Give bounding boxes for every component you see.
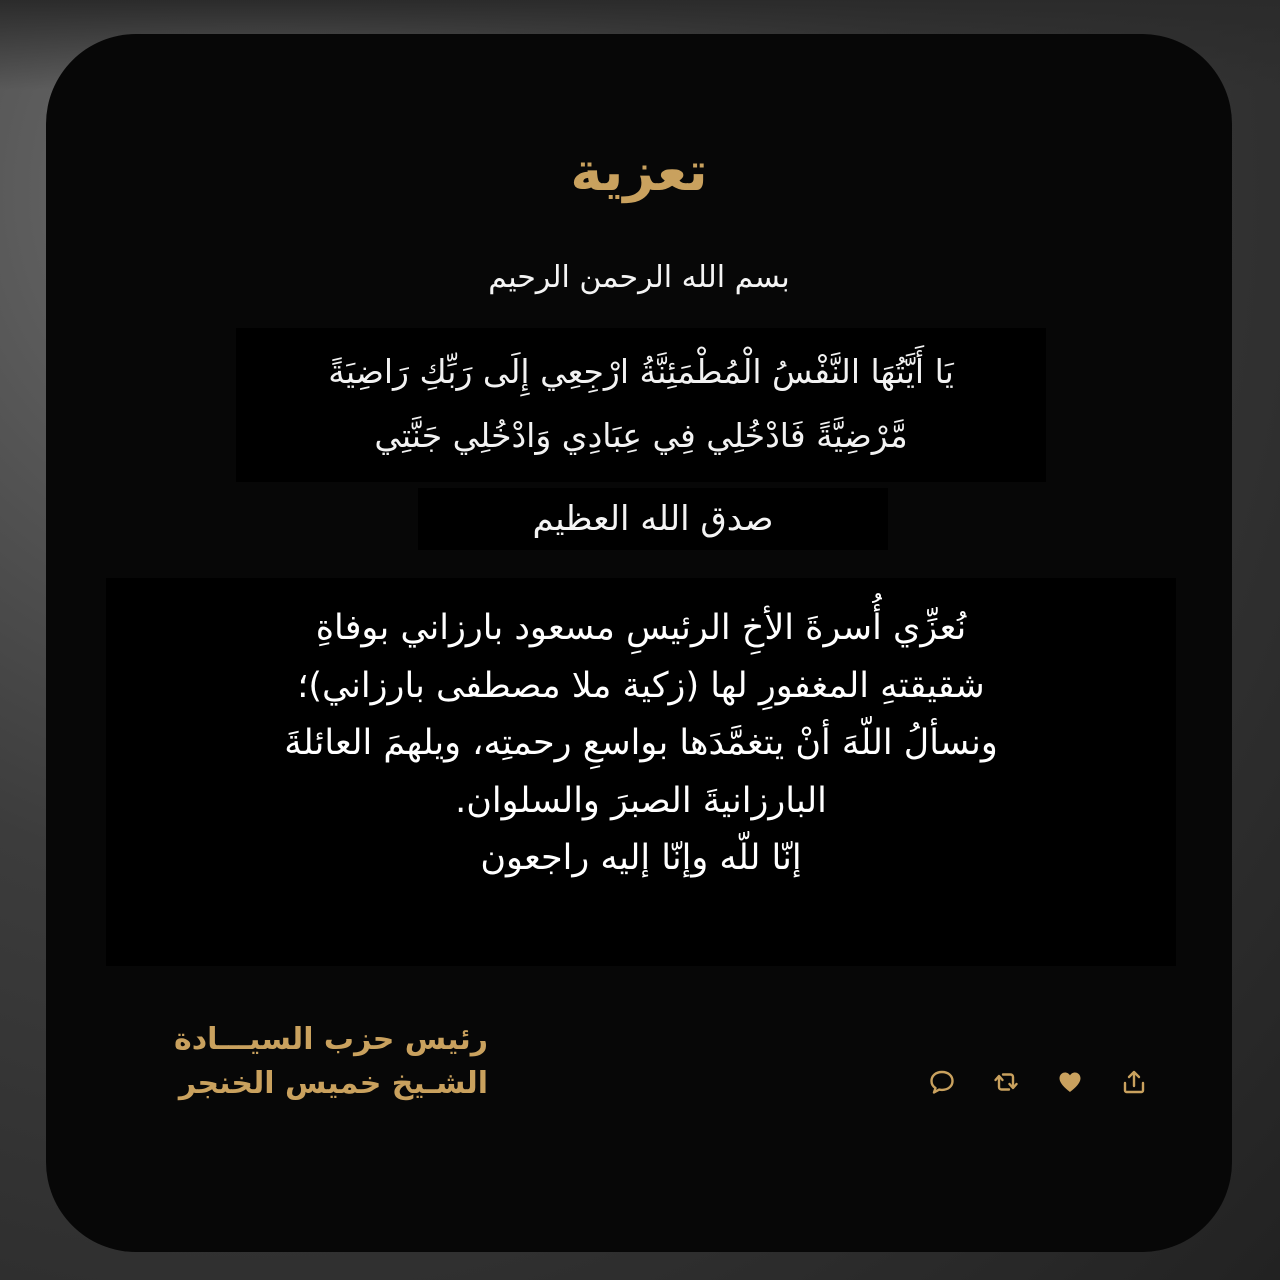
comment-icon: [928, 1068, 956, 1096]
message-line: البارزانيةَ الصبرَ والسلوان.: [455, 780, 827, 821]
reply-button[interactable]: [926, 1066, 958, 1098]
share-icon: [1120, 1068, 1148, 1096]
sadaq-allah: صدق الله العظيم: [418, 488, 888, 550]
message-line: نُعزِّي أُسرةَ الأخِ الرئيسِ مسعود بارزاني بوفاةِ: [315, 608, 967, 648]
verse-line: مَّرْضِيَّةً فَادْخُلِي فِي عِبَادِي وَادْخُلِي جَنَّتِي: [374, 416, 908, 455]
action-bar: [926, 1064, 1182, 1100]
like-button[interactable]: [1054, 1066, 1086, 1098]
quran-verse: [236, 328, 1046, 482]
retweet-icon: [992, 1068, 1020, 1096]
post-title: تعزية: [570, 140, 708, 203]
condolence-card: [46, 34, 1232, 1252]
message-line: إنّا للّه وإنّا إليه راجعون: [480, 838, 802, 878]
message-line: شقيقتهِ المغفورِ لها (زكية ملا مصطفى بارزاني)؛: [297, 665, 985, 706]
verse-line: يَا أَيَّتُهَا النَّفْسُ الْمُطْمَئِنَّةُ ارْجِعِي إِلَى رَبِّكِ رَاضِيَةً: [328, 352, 954, 391]
signature-title: رئيس حزب السيـــادة: [174, 1022, 488, 1057]
share-button[interactable]: [1118, 1066, 1150, 1098]
signature-name: الشـيخ خميس الخنجر: [178, 1066, 488, 1101]
signature: [108, 1018, 488, 1106]
message-line: ونسألُ اللّهَ أنْ يتغمَّدَها بواسعِ رحمتِه، ويلهمَ العائلةَ: [284, 723, 998, 763]
heart-icon: [1056, 1068, 1084, 1096]
basmala: بسم الله الرحمن الرحيم: [488, 260, 790, 295]
condolence-message: [106, 578, 1176, 966]
retweet-button[interactable]: [990, 1066, 1022, 1098]
